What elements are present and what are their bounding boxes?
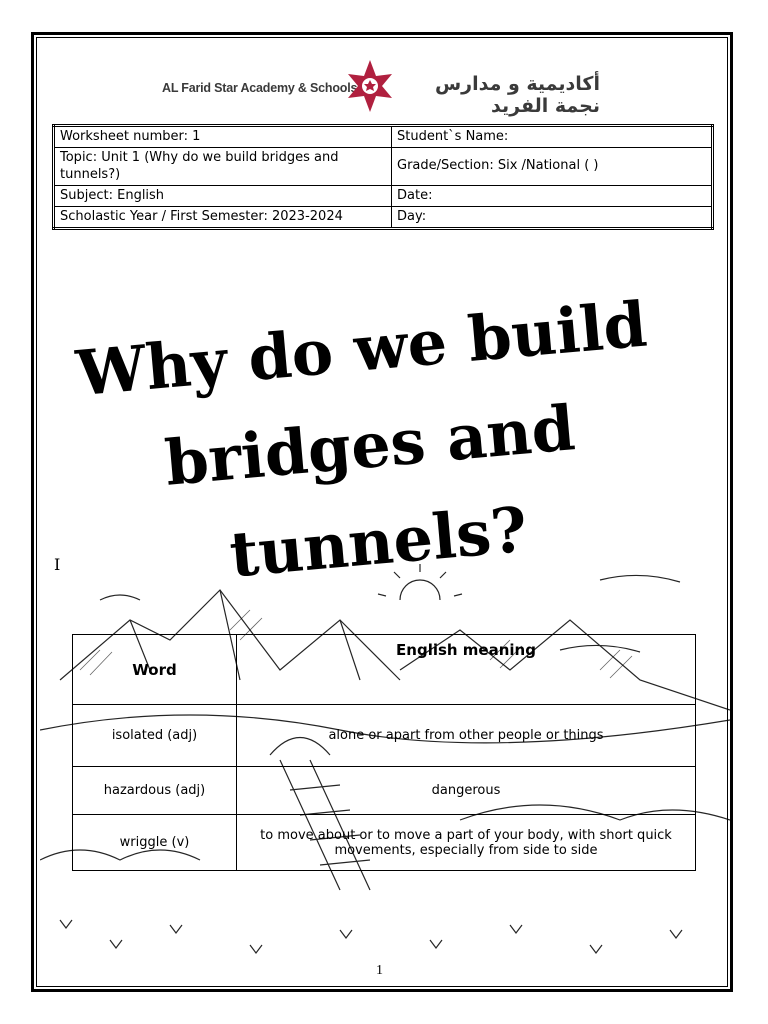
subject: Subject: English <box>54 185 392 206</box>
title-line-2: bridges and <box>162 391 578 500</box>
vocab-row <box>73 815 696 871</box>
title-line-3: tunnels? <box>226 492 531 592</box>
school-name-arabic: أكاديمية و مدارس نجمة الفريد <box>434 73 600 117</box>
info-row <box>54 185 713 206</box>
vocab-word: hazardous (adj) <box>73 767 237 815</box>
vocab-meaning: alone or apart from other people or things <box>237 705 696 767</box>
vocabulary-table <box>72 634 696 871</box>
school-name-english: AL Farid Star Academy & Schools <box>162 81 358 95</box>
vocab-header-row <box>73 635 696 705</box>
date-field: Date: <box>392 185 713 206</box>
day-field: Day: <box>392 207 713 229</box>
star-logo-icon <box>345 55 395 117</box>
vocab-meaning: dangerous <box>237 767 696 815</box>
worksheet-number: Worksheet number: 1 <box>54 126 392 148</box>
vocab-row <box>73 705 696 767</box>
vocab-word: isolated (adj) <box>73 705 237 767</box>
topic: Topic: Unit 1 (Why do we build bridges and tunnels?) <box>54 148 392 186</box>
stray-mark: I <box>54 555 61 574</box>
vocab-row <box>73 767 696 815</box>
info-row <box>54 126 713 148</box>
grade-section: Grade/Section: Six /National ( ) <box>392 148 713 186</box>
info-row <box>54 148 713 186</box>
vocab-word: wriggle (v) <box>73 815 237 871</box>
info-row <box>54 207 713 229</box>
word-column-header: Word <box>73 635 237 705</box>
scholastic-year: Scholastic Year / First Semester: 2023-2024 <box>54 207 392 229</box>
school-header <box>150 55 600 125</box>
meaning-column-header: English meaning <box>237 635 696 705</box>
worksheet-info-table <box>52 124 714 230</box>
title-line-1: Why do we build <box>73 287 650 411</box>
vocab-meaning: to move about or to move a part of your body, with short quick movements, especially from side to side <box>237 815 696 871</box>
page-number: 1 <box>376 963 383 978</box>
student-name-field: Student`s Name: <box>392 126 713 148</box>
